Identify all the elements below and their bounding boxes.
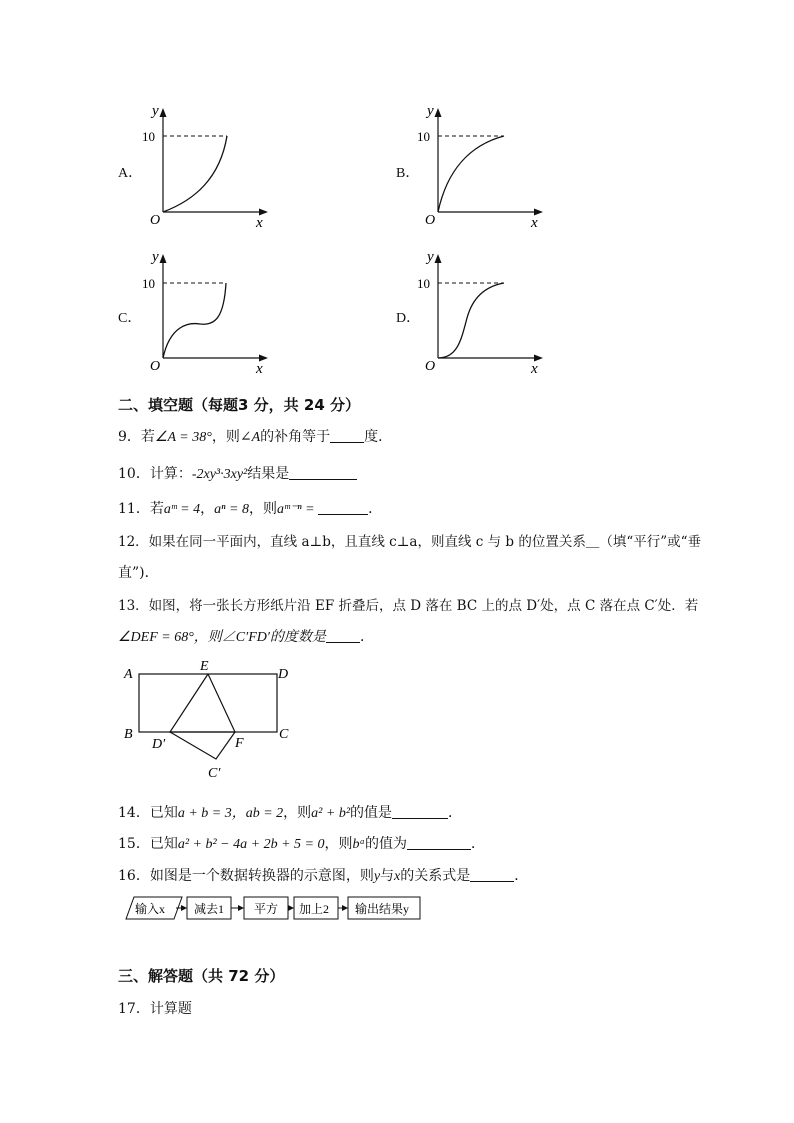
svg-text:x: x bbox=[531, 361, 538, 377]
question-17: 17．计算题 bbox=[118, 1001, 192, 1017]
y-arrow-icon bbox=[435, 254, 442, 263]
label-c-prime: C′ bbox=[208, 766, 221, 781]
label-b: B bbox=[124, 727, 133, 742]
step2-label: 平方 bbox=[254, 902, 279, 916]
fold-figure bbox=[118, 656, 308, 786]
option-a-label: A． bbox=[118, 166, 143, 181]
svg-text:10: 10 bbox=[417, 276, 430, 291]
question-16: 16．如图是一个数据转换器的示意图，则y与x的关系式是 ． bbox=[118, 868, 529, 884]
arrow-icon bbox=[238, 905, 244, 911]
arrow-icon bbox=[342, 905, 348, 911]
answer-blank bbox=[289, 465, 357, 480]
answer-blank bbox=[407, 835, 471, 850]
question-12-line-2: 直”)． bbox=[118, 565, 159, 581]
graph-option-c bbox=[140, 246, 280, 381]
svg-text:y: y bbox=[427, 103, 434, 119]
curve bbox=[163, 136, 227, 212]
option-d-label: D． bbox=[396, 311, 421, 326]
question-13-line-2: ∠DEF = 68°，则∠C′FD′的度数是 ． bbox=[118, 629, 374, 645]
question-10: 10．计算：-2xy³·3xy²结果是 bbox=[118, 463, 357, 483]
label-f: F bbox=[235, 736, 244, 751]
label-d-prime: D′ bbox=[152, 737, 166, 752]
curve bbox=[163, 283, 226, 358]
question-15: 15．已知a² + b² − 4a + 2b + 5 = 0，则bᵃ的值为 ． bbox=[118, 836, 486, 852]
step3-label: 加上2 bbox=[299, 902, 330, 916]
data-converter-diagram bbox=[124, 894, 424, 922]
option-b-label: B． bbox=[396, 166, 420, 181]
curve bbox=[438, 136, 504, 212]
question-14: 14．已知a + b = 3，ab = 2，则a² + b²的值是 ． bbox=[118, 805, 463, 821]
ytick-10: 10 bbox=[142, 129, 155, 144]
option-c-label: C． bbox=[118, 311, 142, 326]
input-label: 输入x bbox=[135, 902, 166, 916]
y-arrow-icon bbox=[435, 108, 442, 117]
label-c: C bbox=[279, 727, 289, 742]
graph-option-b bbox=[415, 100, 555, 235]
arrow-icon bbox=[181, 905, 187, 911]
answer-blank bbox=[470, 867, 514, 882]
svg-text:x: x bbox=[256, 361, 263, 377]
fold-triangle bbox=[170, 674, 235, 732]
origin-label: O bbox=[150, 213, 161, 228]
label-a: A bbox=[124, 667, 133, 682]
answer-blank bbox=[392, 804, 448, 819]
folded-part bbox=[170, 732, 235, 759]
label-d: D bbox=[278, 667, 289, 682]
answer-blank bbox=[326, 628, 360, 643]
answer-blank bbox=[318, 500, 368, 515]
question-11: 11．若aᵐ = 4，aⁿ = 8，则aᵐ⁻ⁿ = ． bbox=[118, 501, 383, 517]
curve bbox=[438, 283, 504, 358]
svg-text:x: x bbox=[531, 215, 538, 231]
y-label: y bbox=[152, 103, 159, 119]
svg-text:10: 10 bbox=[142, 276, 155, 291]
svg-text:O: O bbox=[425, 359, 436, 374]
step1-label: 减去1 bbox=[194, 902, 225, 916]
section-3-title: 三、解答题（共 72 分） bbox=[118, 967, 285, 985]
y-arrow-icon bbox=[160, 254, 167, 263]
arrow-icon bbox=[288, 905, 294, 911]
rectangle-abcd bbox=[139, 674, 277, 732]
y-arrow-icon bbox=[160, 108, 167, 117]
graph-option-a bbox=[140, 100, 280, 235]
svg-text:y: y bbox=[152, 249, 159, 265]
svg-text:10: 10 bbox=[417, 129, 430, 144]
question-9: 9．若∠A = 38°，则∠A的补角等于 度． bbox=[118, 429, 393, 445]
question-12-line-1: 12．如果在同一平面内，直线 a⊥b，且直线 c⊥a，则直线 c 与 b 的位置关系＿（填“平行”或“垂 bbox=[118, 534, 702, 550]
svg-text:O: O bbox=[425, 213, 436, 228]
x-label: x bbox=[256, 215, 263, 231]
question-13-line-1: 13．如图，将一张长方形纸片沿 EF 折叠后，点 D 落在 BC 上的点 D′处，点 C 落在点 C′处．若 bbox=[118, 598, 699, 614]
output-label: 输出结果y bbox=[355, 902, 410, 916]
label-e: E bbox=[200, 659, 209, 674]
svg-text:y: y bbox=[427, 249, 434, 265]
graph-option-d bbox=[415, 246, 555, 381]
svg-text:O: O bbox=[150, 359, 161, 374]
section-2-title: 二、填空题（每题3 分，共 24 分） bbox=[118, 396, 360, 414]
answer-blank bbox=[330, 428, 364, 443]
